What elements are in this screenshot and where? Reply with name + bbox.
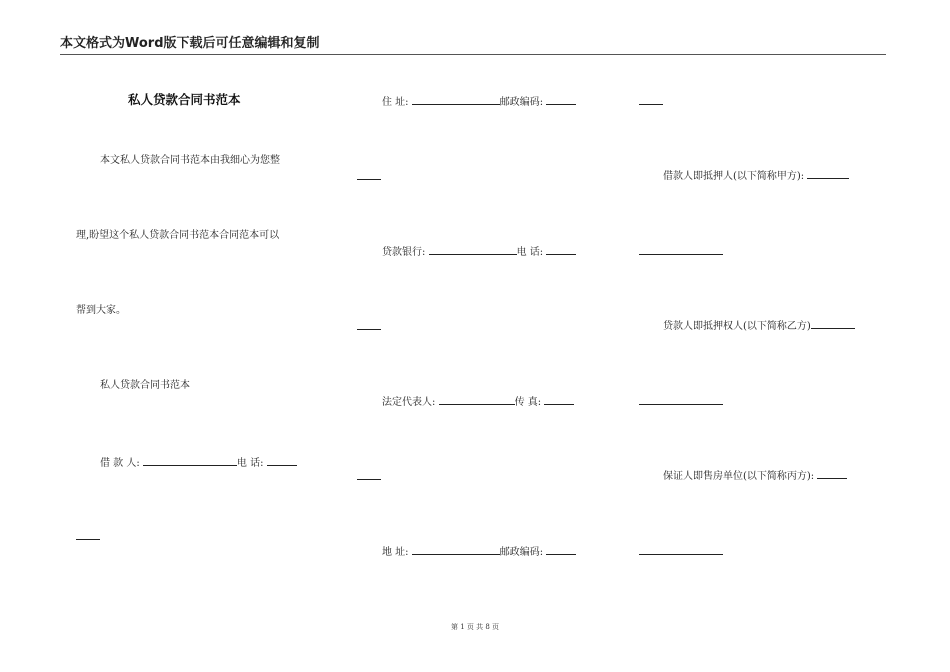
borrower-phone-label: 电 话: [236,458,264,469]
address2-row [382,544,576,559]
page-header [60,36,886,55]
bank-continuation-line [357,329,381,330]
header-banner: 本文格式为Word版下载后可任意编辑和复制 [60,36,320,51]
party-b-continuation-line [639,404,723,405]
legal-rep-label: 法定代表人: [382,397,436,408]
postcode-label: 邮政编码: [499,97,544,108]
legal-rep-blank [439,394,515,405]
borrower-row [100,455,297,470]
fax-blank [544,394,574,405]
address-continuation-line [357,179,381,180]
party-a-blank [807,168,849,179]
bank-label: 贷款银行: [382,247,426,258]
postcode2-label: 邮政编码: [499,547,544,558]
legal-rep-row [382,394,574,409]
borrower-label: 借 款 人: [100,458,140,469]
bank-phone-label: 电 话: [516,247,544,258]
bank-blank [429,244,517,255]
legal-rep-continuation-line [357,479,381,480]
address-row [382,94,576,109]
borrower-phone-blank [267,455,297,466]
intro-line-3: 帮到大家。 [76,305,126,316]
party-a-label: 借款人即抵押人(以下简称甲方): [663,171,805,182]
party-b-blank [811,318,855,329]
fax-label: 传 真: [514,397,542,408]
section-subtitle: 私人贷款合同书范本 [100,380,190,391]
postcode2-blank [546,544,576,555]
intro-line-2: 理,盼望这个私人贷款合同书范本合同范本可以 [76,230,280,241]
party-c-label: 保证人即售房单位(以下简称丙方): [663,471,815,482]
address2-blank [412,544,500,555]
postcode-blank [546,94,576,105]
bank-phone-blank [546,244,576,255]
bank-row [382,244,576,259]
party-c-continuation-line [639,554,723,555]
borrower-continuation-line [76,539,100,540]
document-title: 私人贷款合同书范本 [128,92,241,107]
party-a-row [663,168,849,183]
party-b-row [663,318,855,333]
address-blank [412,94,500,105]
col3-top-line [639,104,663,105]
page-footer: 第 1 页 共 8 页 [450,623,500,631]
borrower-blank [143,455,237,466]
party-a-continuation-line [639,254,723,255]
address2-label: 地 址: [382,547,409,558]
party-c-blank [817,468,847,479]
party-c-row [663,468,847,483]
address-label: 住 址: [382,97,409,108]
party-b-label: 贷款人即抵押权人(以下简称乙方) [663,321,811,332]
intro-line-1: 本文私人贷款合同书范本由我细心为您整 [100,155,280,166]
